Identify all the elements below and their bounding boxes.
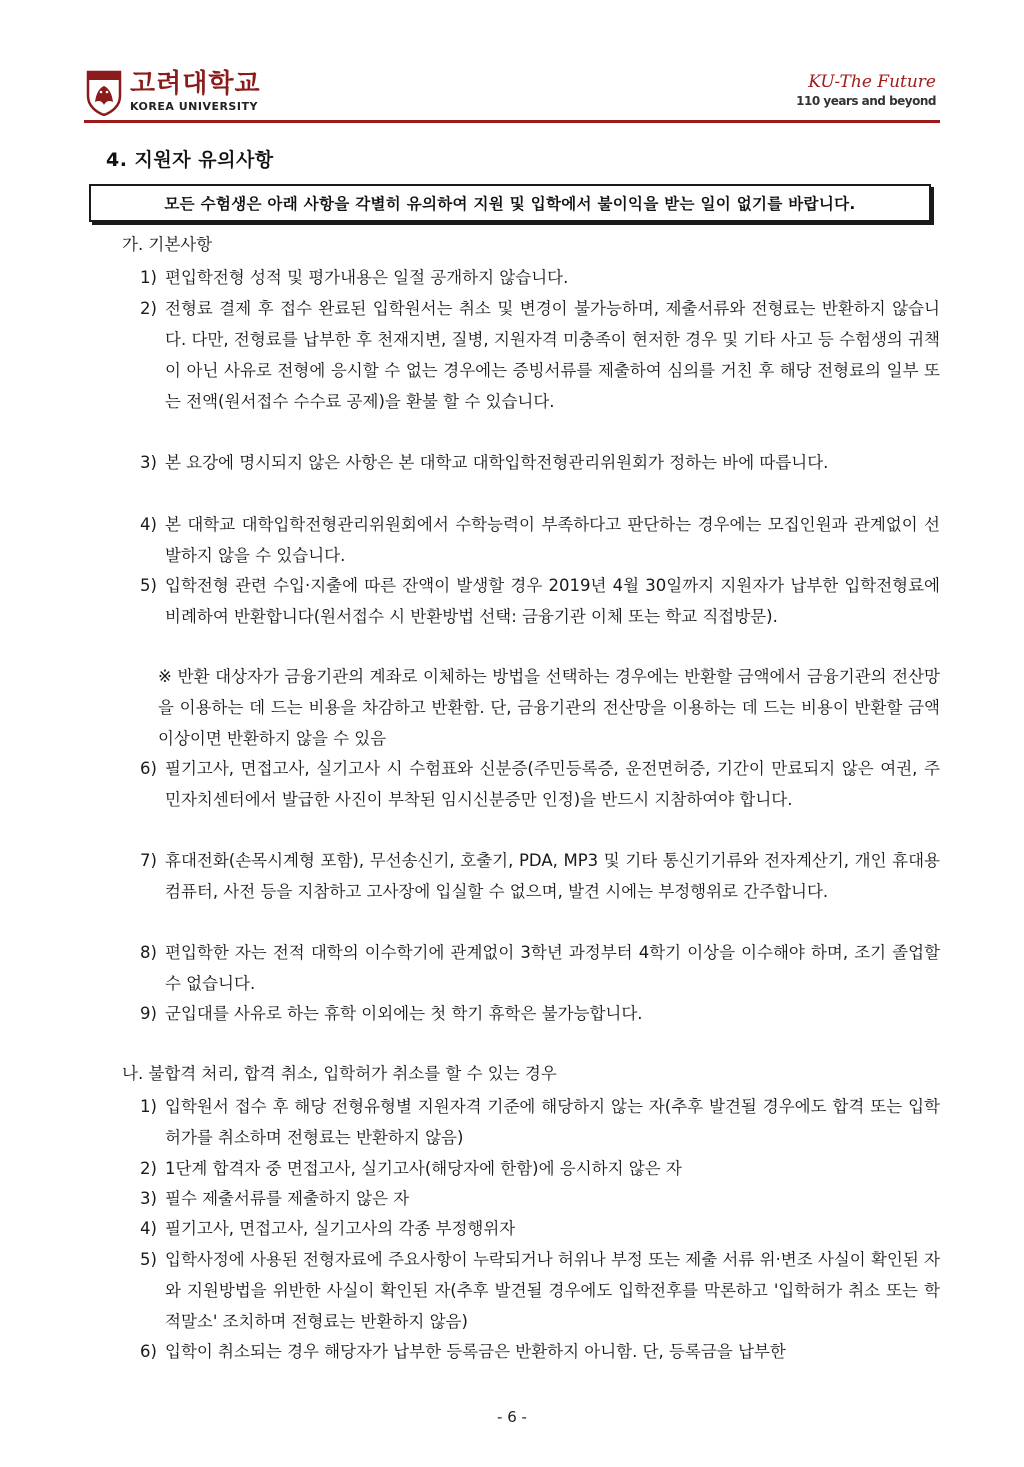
list-item xyxy=(140,447,940,478)
item-text: 1단계 합격자 중 면접고사, 실기고사(해당자에 한함)에 응시하지 않은 자 xyxy=(165,1159,682,1178)
list-item xyxy=(140,998,940,1029)
part-a-heading: 가. 기본사항 xyxy=(122,235,213,254)
item-number: 1) xyxy=(140,268,157,287)
item-text: 필기고사, 면접고사, 실기고사의 각종 부정행위자 xyxy=(165,1219,516,1238)
list-item xyxy=(140,753,940,815)
list-item xyxy=(140,1336,940,1367)
item-number: 5) xyxy=(140,1250,157,1269)
item-number: 2) xyxy=(140,1159,157,1178)
list-item xyxy=(140,1183,940,1214)
item-text: 입학사정에 사용된 전형자료에 주요사항이 누락되거나 허위나 부정 또는 제출 서류 위·변조 사실이 확인된 자와 지원방법을 위반한 사실이 확인된 자(추후 발견될 경우에도 입학전후를 막론하고 '입학허가 취소 또는 학적말소' 조치하며 전형료는 반환하지 않음) xyxy=(165,1250,940,1331)
item-text: 전형료 결제 후 접수 완료된 입학원서는 취소 및 변경이 불가능하며, 제출서류와 전형료는 반환하지 않습니다. 다만, 전형료를 납부한 후 천재지변, 질병, 지원자격 미충족이 현저한 경우 및 기타 사고 등 수험생의 귀책이 아닌 사유로 전형에 응시할 수 없는 경우에는 증빙서류를 제출하여 심의를 거친 후 해당 전형료의 일부 또는 전액(원서접수 수수료 공제)을 환불 할 수 있습니다. xyxy=(165,299,940,411)
item-text: 입학원서 접수 후 해당 전형유형별 지원자격 기준에 해당하지 않는 자(추후 발견될 경우에도 합격 또는 입학허가를 취소하며 전형료는 반환하지 않음) xyxy=(165,1097,940,1147)
part-b-heading: 나. 불합격 처리, 합격 취소, 입학허가 취소를 할 수 있는 경우 xyxy=(122,1064,557,1083)
item-text: 군입대를 사유로 하는 휴학 이외에는 첫 학기 휴학은 불가능합니다. xyxy=(165,1004,643,1023)
page-number: - 6 - xyxy=(497,1408,527,1426)
list-item xyxy=(140,1091,940,1153)
item-text: 본 요강에 명시되지 않은 사항은 본 대학교 대학입학전형관리위원회가 정하는 바에 따릅니다. xyxy=(165,453,829,472)
item-text: 입학이 취소되는 경우 해당자가 납부한 등록금은 반환하지 아니함. 단, 등록금을 납부한 xyxy=(165,1342,786,1361)
list-item xyxy=(140,509,940,571)
item-number: 9) xyxy=(140,1004,157,1023)
item-text: 필기고사, 면접고사, 실기고사 시 수험표와 신분증(주민등록증, 운전면허증, 기간이 만료되지 않은 여권, 주민자치센터에서 발급한 사진이 부착된 임시신분증만 인정)을 반드시 지참하여야 합니다. xyxy=(165,759,940,809)
page-header xyxy=(84,66,940,120)
item-number: 3) xyxy=(140,453,157,472)
item-number: 3) xyxy=(140,1189,157,1208)
list-item xyxy=(140,1153,940,1184)
list-item xyxy=(140,1244,940,1337)
item-number: 4) xyxy=(140,515,157,534)
refund-note: ※ 반환 대상자가 금융기관의 계좌로 이체하는 방법을 선택하는 경우에는 반환할 금액에서 금융기관의 전산망을 이용하는 데 드는 비용을 차감하고 반환함. 단, 금융기관의 전산망을 이용하는 데 드는 비용이 반환할 금액 이상이면 반환하지 않을 수 있음 xyxy=(158,667,940,748)
notice-box xyxy=(89,184,931,222)
brand-korean-name: 고려대학교 xyxy=(130,69,261,99)
slogan xyxy=(796,72,936,108)
item-text: 휴대전화(손목시계형 포함), 무선송신기, 호출기, PDA, MP3 및 기타 통신기기류와 전자계산기, 개인 휴대용 컴퓨터, 사전 등을 지참하고 고사장에 입실할 수 없으며, 발견 시에는 부정행위로 간주합니다. xyxy=(165,851,940,901)
notice-text: 모든 수험생은 아래 사항을 각별히 유의하여 지원 및 입학에서 불이익을 받는 일이 없기를 바랍니다. xyxy=(164,195,856,213)
item-number: 5) xyxy=(140,576,157,595)
slogan-script: KU-The Future xyxy=(808,72,936,92)
item-number: 7) xyxy=(140,851,157,870)
list-item xyxy=(140,937,940,999)
list-item xyxy=(140,845,940,907)
header-divider xyxy=(84,120,940,123)
slogan-years: 110 years and beyond xyxy=(796,94,936,108)
item-text: 본 대학교 대학입학전형관리위원회에서 수학능력이 부족하다고 판단하는 경우에는 모집인원과 관계없이 선발하지 않을 수 있습니다. xyxy=(165,515,940,565)
item-number: 8) xyxy=(140,943,157,962)
item-text: 입학전형 관련 수입·지출에 따른 잔액이 발생할 경우 2019년 4월 30일까지 지원자가 납부한 입학전형료에 비례하여 반환합니다(원서접수 시 반환방법 선택: 금융기관 이체 또는 학교 직접방문). xyxy=(165,576,940,626)
item-text: 편입학한 자는 전적 대학의 이수학기에 관계없이 3학년 과정부터 4학기 이상을 이수해야 하며, 조기 졸업할 수 없습니다. xyxy=(165,943,940,993)
item-number: 1) xyxy=(140,1097,157,1116)
korea-university-crest-icon xyxy=(84,70,124,116)
item-text: 필수 제출서류를 제출하지 않은 자 xyxy=(165,1189,410,1208)
section-title: 4. 지원자 유의사항 xyxy=(106,149,274,171)
item-text: 편입학전형 성적 및 평가내용은 일절 공개하지 않습니다. xyxy=(165,268,569,287)
list-item xyxy=(140,262,940,293)
item-number: 6) xyxy=(140,1342,157,1361)
item-number: 4) xyxy=(140,1219,157,1238)
item-number: 2) xyxy=(140,299,157,318)
list-item xyxy=(140,293,940,417)
item-number: 6) xyxy=(140,759,157,778)
list-item xyxy=(140,1213,940,1244)
list-item xyxy=(140,570,940,632)
brand-english-name: KOREA UNIVERSITY xyxy=(130,100,258,113)
